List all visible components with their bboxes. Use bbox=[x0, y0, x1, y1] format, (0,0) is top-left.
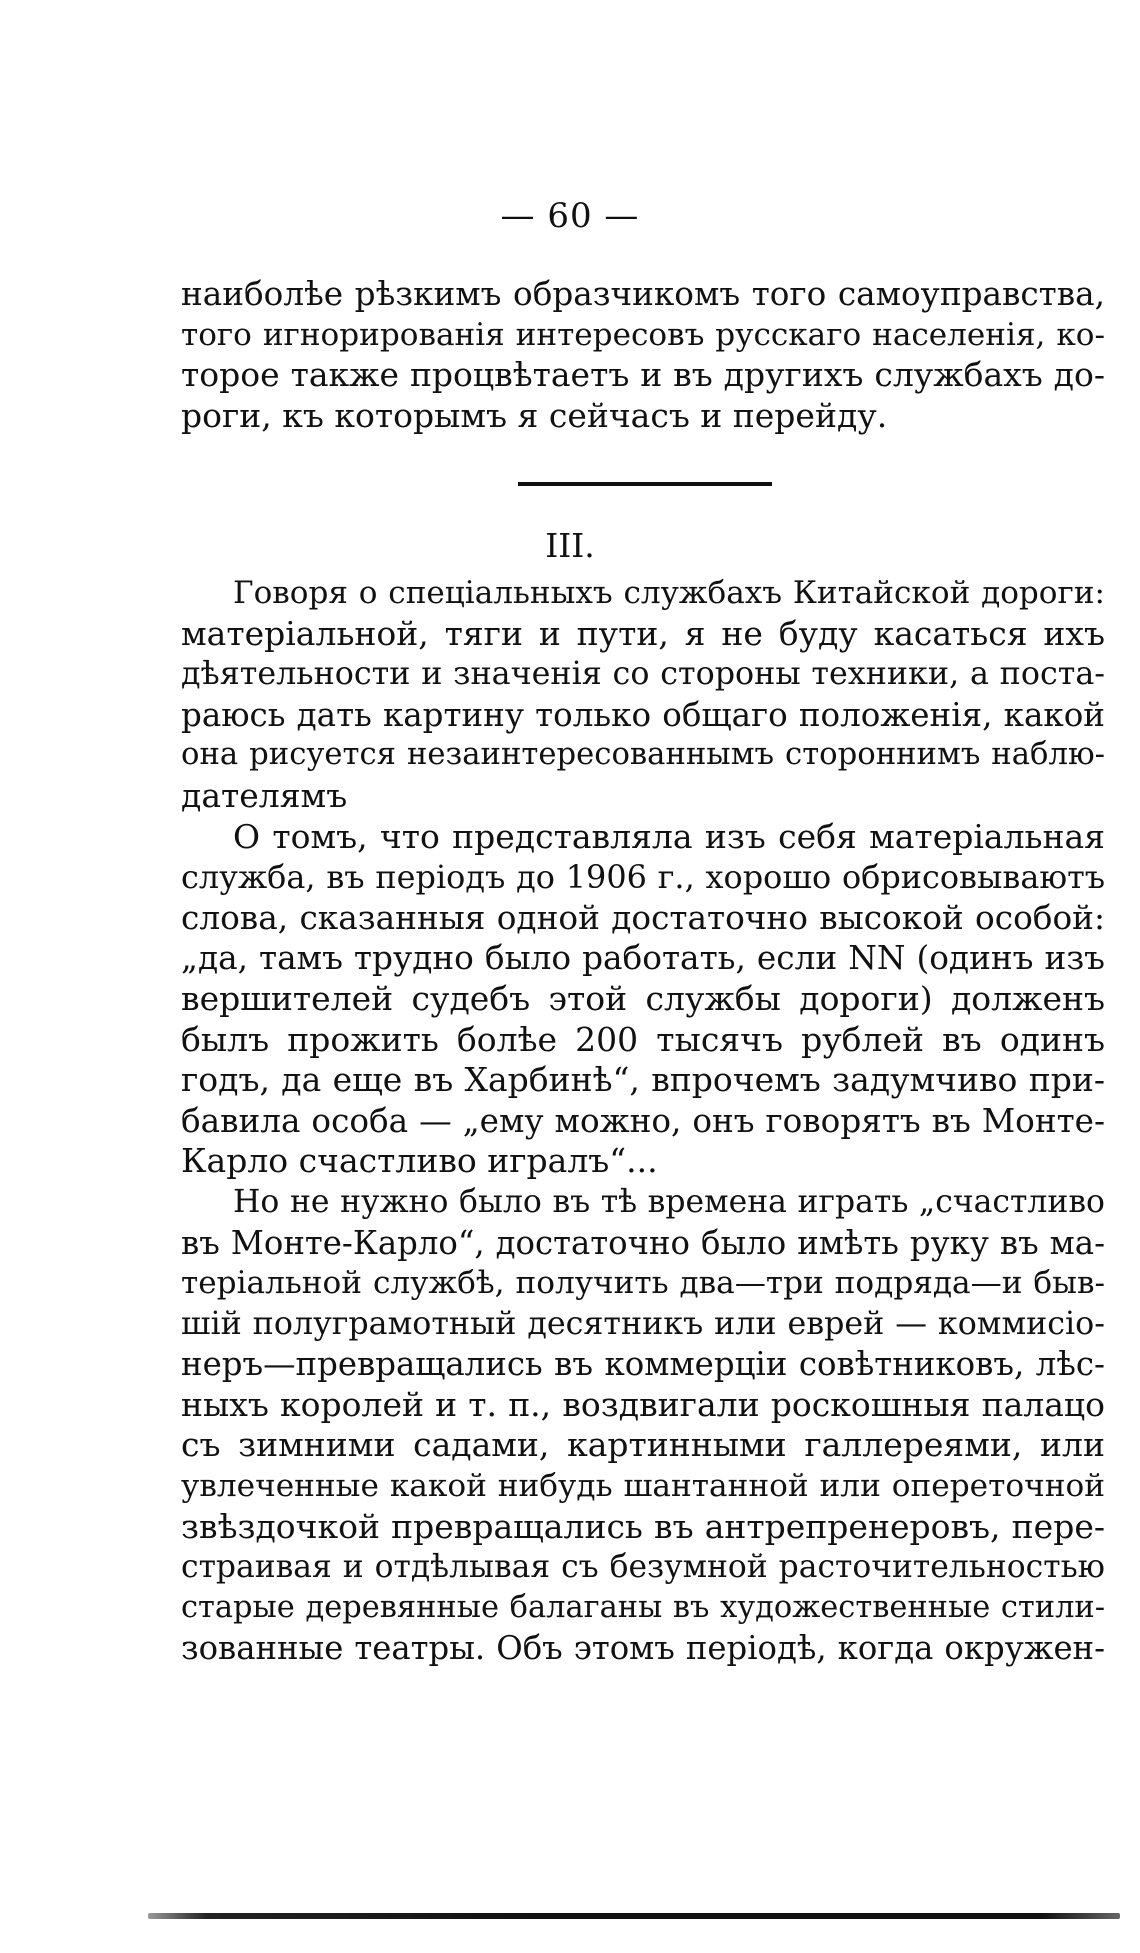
text-line: наиболѣе рѣзкимъ образчикомъ того самоуправства, bbox=[181, 275, 1105, 313]
text-line: страивая и отдѣлывая съ безумной расточительностью bbox=[181, 1549, 1105, 1586]
text-line: Карло счастливо игралъ“... bbox=[181, 1141, 658, 1181]
text-line: роги, къ которымъ я сейчасъ и перейду. bbox=[181, 395, 888, 435]
text-line: „да, тамъ трудно было работать, если NN (одинъ изъ bbox=[181, 939, 1105, 978]
text-line: теріальной службѣ, получить два—три подряда—и быв- bbox=[181, 1265, 1105, 1302]
page-number: — 60 — bbox=[500, 196, 640, 236]
text-line: служба, въ періодъ до 1906 г., хорошо обрисовываютъ bbox=[181, 858, 1105, 897]
text-line: старые деревянные балаганы въ художественные стили- bbox=[181, 1589, 1105, 1625]
text-line: бавила особа — „ему можно, онъ говорятъ въ Монте- bbox=[181, 1101, 1105, 1140]
text-line: въ Монте-Карло“, достаточно было имѣть руку въ ма- bbox=[181, 1223, 1105, 1262]
section-divider-rule bbox=[518, 482, 772, 486]
text-line: торое также процвѣтаетъ и въ другихъ службахъ до- bbox=[181, 355, 1105, 395]
text-line: увлеченные какой нибудь шантанной или опереточной bbox=[181, 1468, 1105, 1505]
paragraph-continuation bbox=[181, 274, 1105, 436]
page-bottom-rule bbox=[148, 1913, 1120, 1919]
section-heading: III. bbox=[545, 526, 595, 565]
text-line: Говоря о спеціальныхъ службахъ Китайской дороги: bbox=[233, 575, 1105, 611]
text-line: матеріальной, тяги и пути, я не буду касаться ихъ bbox=[181, 613, 1105, 653]
text-line: неръ—превращались въ коммерціи совѣтниковъ, лѣс- bbox=[181, 1345, 1105, 1384]
text-line: былъ прожить болѣе 200 тысячъ рублей въ одинъ bbox=[181, 1019, 1105, 1059]
section-body bbox=[181, 573, 1105, 1669]
text-line: того игнорированія интересовъ русскаго населенія, ко- bbox=[181, 316, 1105, 353]
text-line: зованные театры. Объ этомъ періодѣ, когда окружен- bbox=[181, 1629, 1105, 1668]
text-line: ныхъ королей и т. п., воздвигали роскошныя палацо bbox=[181, 1384, 1105, 1424]
text-line: шій полуграмотный десятникъ или еврей — коммисіо- bbox=[181, 1305, 1105, 1342]
text-line: годъ, да еще въ Харбинѣ“, впрочемъ задумчиво при- bbox=[181, 1060, 1105, 1100]
text-line: раюсь дать картину только общаго положенія, какой bbox=[181, 695, 1105, 734]
text-line: дателямъ bbox=[181, 775, 348, 815]
text-line: слова, сказанныя одной достаточно высокой особой: bbox=[181, 898, 1105, 937]
text-line: вершителей судебъ этой службы дороги) долженъ bbox=[181, 978, 1105, 1018]
text-line: звѣздочкой превращались въ антрепренеровъ, пере- bbox=[181, 1506, 1105, 1546]
text-line: О томъ, что представляла изъ себя матеріальная bbox=[233, 816, 1105, 856]
text-line: Но не нужно было въ тѣ времена играть „счастливо bbox=[233, 1183, 1105, 1220]
text-line: съ зимними садами, картинными галлереями, или bbox=[181, 1425, 1105, 1465]
text-line: дѣятельности и значенія со стороны техники, а поста- bbox=[181, 656, 1105, 693]
text-line: она рисуется незаинтересованнымъ стороннимъ наблю- bbox=[181, 737, 1105, 773]
